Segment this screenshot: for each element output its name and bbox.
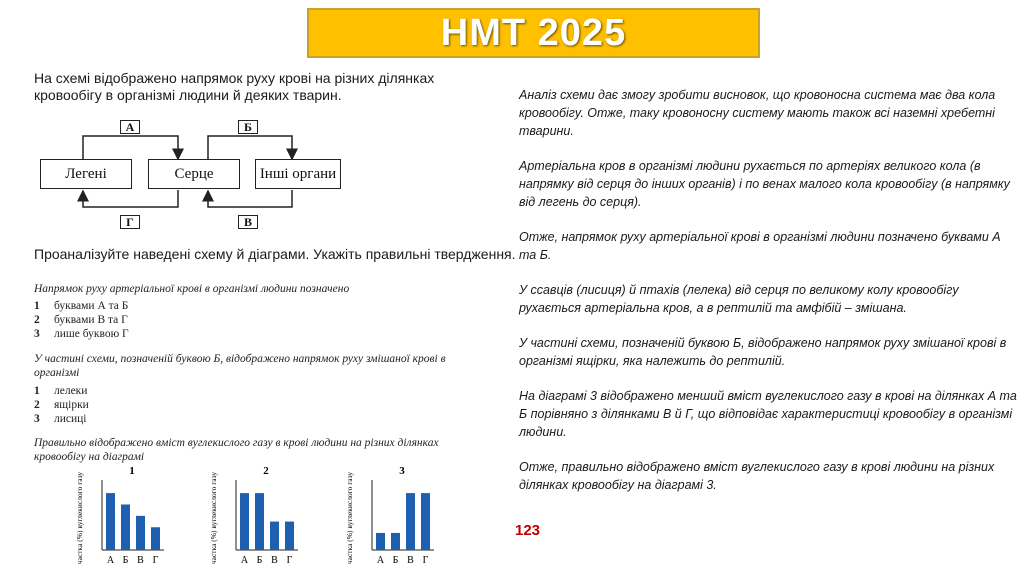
q3-text: Правильно відображено вміст вуглекислого газу в крові людини на різних ділянках кровообігу на діаграмі <box>34 437 439 463</box>
q2-text: У частині схеми, позначеній буквою Б, відображено напрямок руху змішаної крові в організмі <box>34 353 446 379</box>
answer-paragraph: У частині схеми, позначеній буквою Б, відображено напрямок руху змішаної крові в організмі ящірки, яка належить до рептилій. <box>519 336 1007 368</box>
title-banner <box>307 8 760 58</box>
chart-tick-label: Г <box>286 555 293 566</box>
chart-bar <box>106 493 115 550</box>
chart-tick-label: В <box>407 555 414 566</box>
label-a: А <box>120 120 140 134</box>
q2-options <box>34 384 89 426</box>
box-other-organs: Інші органи <box>255 159 341 189</box>
answer-explanation <box>519 86 1019 511</box>
chart-bar <box>376 533 385 550</box>
chart-bar <box>136 516 145 550</box>
chart-ylabel: частка (%) вуглекислого газу <box>75 471 84 565</box>
chart-title: 2 <box>263 466 269 477</box>
chart-bar <box>240 493 249 550</box>
option: 3 лише буквою Г <box>34 328 129 340</box>
chart-bar <box>421 493 430 550</box>
chart-ylabel: частка (%) вуглекислого газу <box>209 471 218 565</box>
question-intro: На схемі відображено напрямок руху крові на різних ділянках кровообігу в організмі людини й деяких тварин. <box>34 70 435 103</box>
box-heart: Серце <box>148 159 240 189</box>
label-g: Г <box>120 215 140 229</box>
chart-bar <box>121 504 130 550</box>
page-number: 123 <box>515 522 541 539</box>
chart-tick-label: В <box>137 555 144 566</box>
chart-tick-label: Б <box>256 555 263 566</box>
answer-paragraph: Артеріальна кров в організмі людини рухається по артеріях великого кола (в напрямку від серця до інших органів) і по венах малого кола кровообігу (в напрямку від легень до серця). <box>519 159 1010 209</box>
answer-paragraph: Отже, правильно відображено вміст вуглекислого газу в крові людини на різних ділянках кровообігу на діаграмі 3. <box>519 460 995 492</box>
q1-options <box>34 299 129 341</box>
option: 1 лелеки <box>34 385 88 397</box>
chart-tick-label: Б <box>122 555 129 566</box>
chart-bar <box>255 493 264 550</box>
option: 2 ящірки <box>34 399 89 411</box>
circulation-scheme <box>38 115 338 235</box>
chart-title: 1 <box>129 466 135 477</box>
charts-svg <box>60 466 460 570</box>
label-b: Б <box>238 120 258 134</box>
chart-ylabel: частка (%) вуглекислого газу <box>345 471 354 565</box>
chart-bar <box>391 533 400 550</box>
option: 1 буквами А та Б <box>34 300 129 312</box>
chart-tick-label: Г <box>422 555 429 566</box>
box-lungs: Легені <box>40 159 132 189</box>
chart-tick-label: А <box>240 555 249 566</box>
option: 3 лисиці <box>34 413 87 425</box>
chart-tick-label: В <box>271 555 278 566</box>
chart-bar <box>406 493 415 550</box>
answer-paragraph: На діаграмі 3 відображено менший вміст вуглекислого газу в крові на ділянках А та Б порівняно з ділянками В й Г, що відповідає характеристиці кровообігу в організмі людини. <box>519 389 1017 439</box>
option: 2 буквами В та Г <box>34 314 128 326</box>
answer-paragraph: У ссавців (лисиця) й птахів (лелека) від серця по великому колу кровообігу рухається артеріальна кров, а в рептилій та амфібій – змішана. <box>519 283 959 315</box>
chart-tick-label: Г <box>152 555 159 566</box>
page-title: НМТ 2025 <box>440 11 627 54</box>
label-v: В <box>238 215 258 229</box>
chart-tick-label: А <box>106 555 115 566</box>
q1-text: Напрямок руху артеріальної крові в організмі людини позначено <box>34 283 350 295</box>
instruction: Проаналізуйте наведені схему й діаграми. Укажіть правильні твердження. <box>34 246 516 262</box>
answer-paragraph: Аналіз схеми дає змогу зробити висновок, що кровоносна система має два кола кровообігу. Отже, таку кровоносну систему мають також всі наземні хребетні тварини. <box>519 88 996 138</box>
chart-tick-label: Б <box>392 555 399 566</box>
chart-bar <box>270 522 279 550</box>
chart-tick-label: А <box>376 555 385 566</box>
answer-paragraph: Отже, напрямок руху артеріальної крові в організмі людини позначено буквами А та Б. <box>519 230 1001 262</box>
chart-bar <box>285 522 294 550</box>
chart-bar <box>151 527 160 550</box>
chart-title: 3 <box>399 466 405 477</box>
co2-charts <box>60 466 460 570</box>
